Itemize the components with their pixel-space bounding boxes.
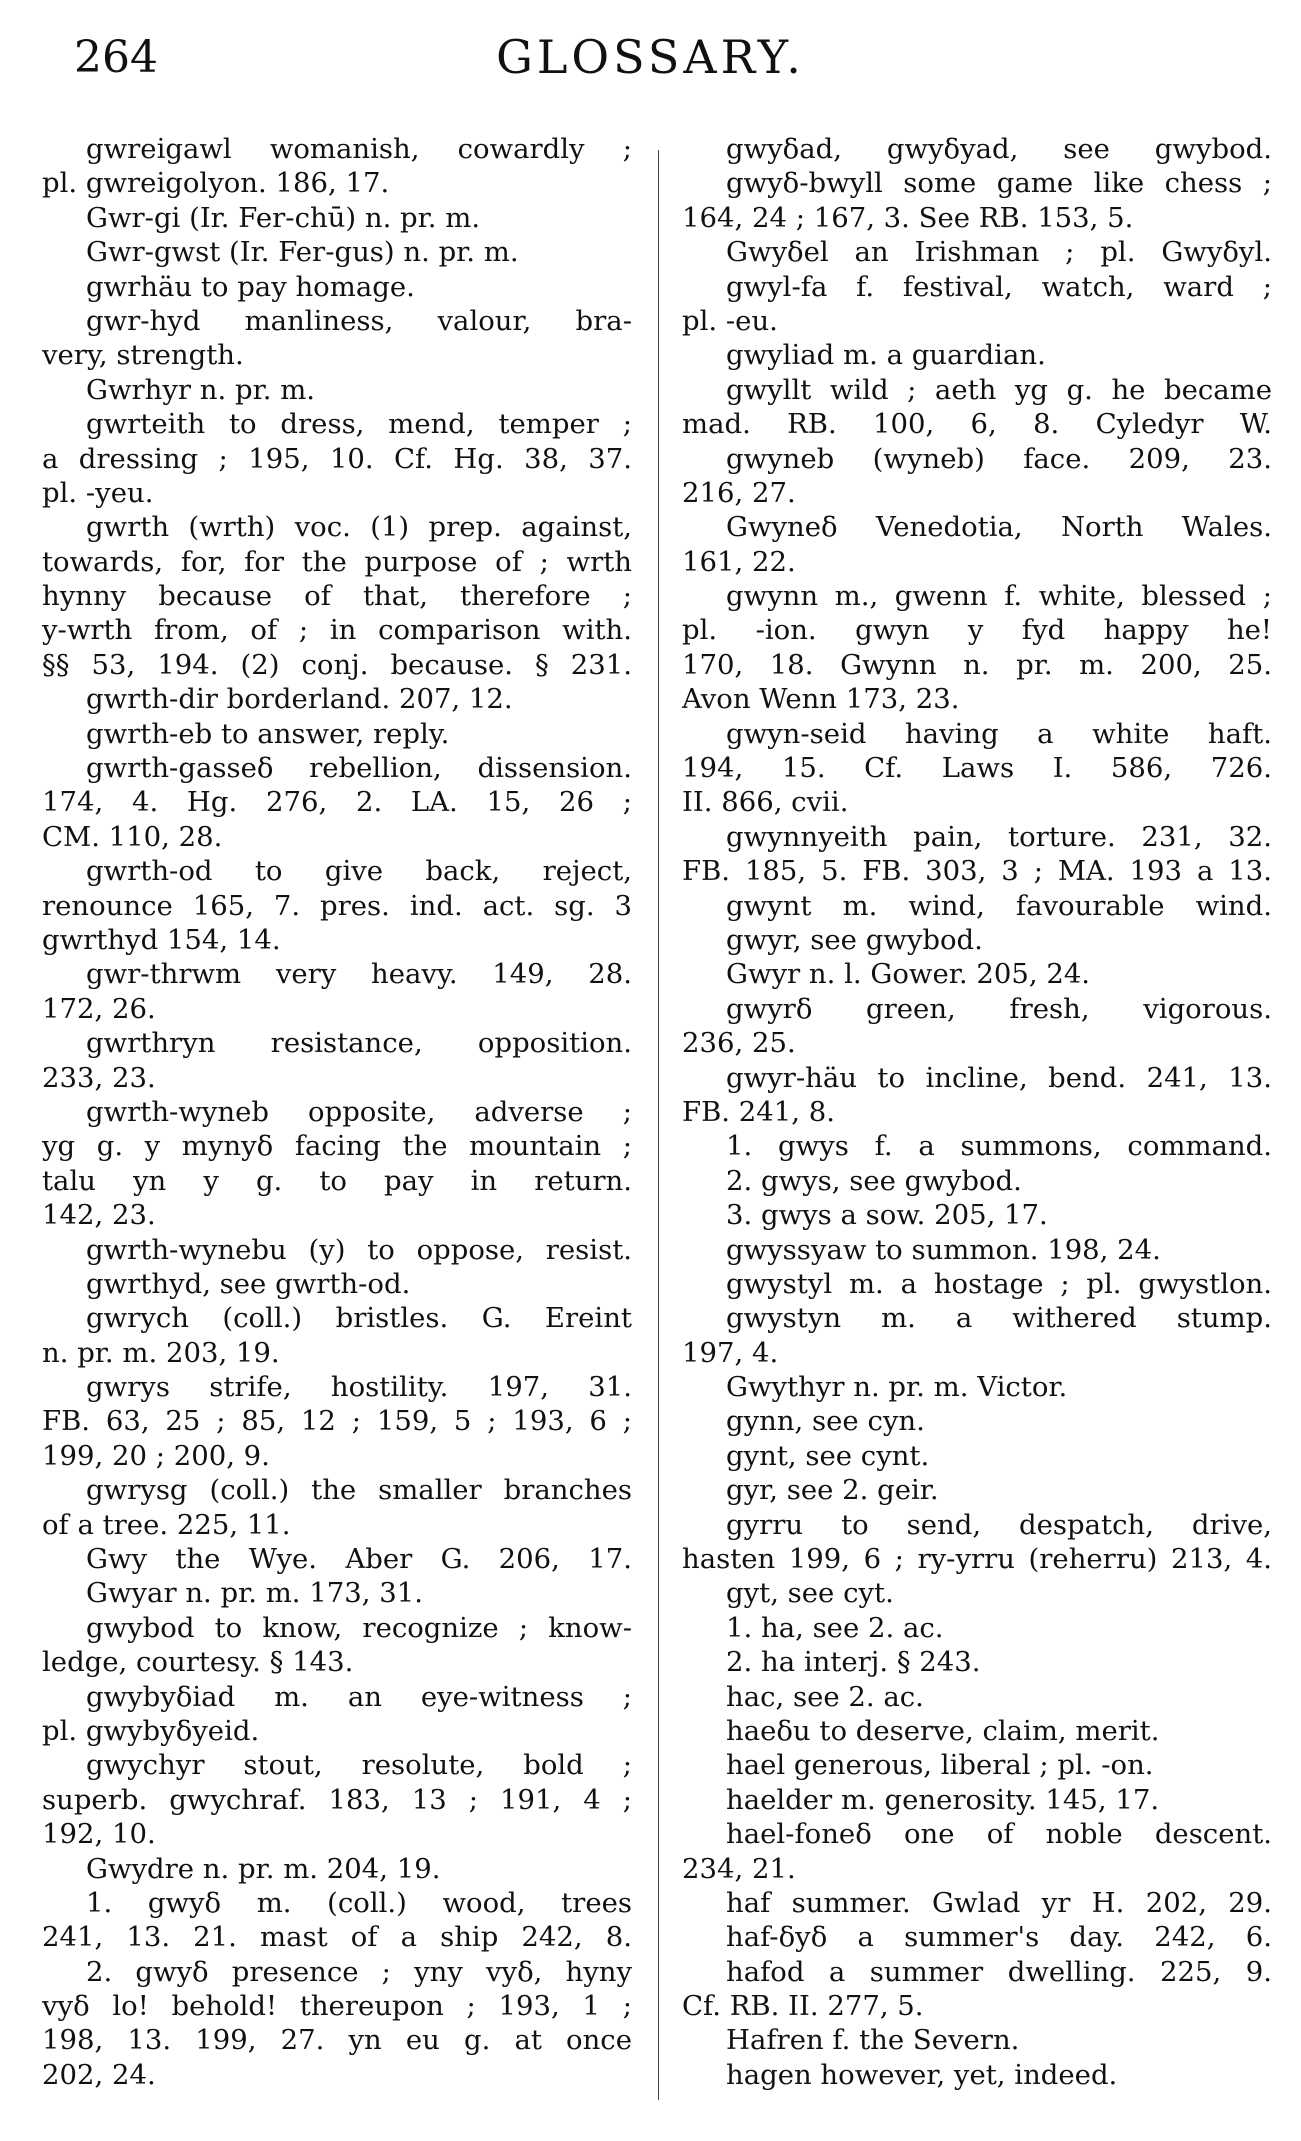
glossary-line: Gwrhyr n. pr. m. [86,373,316,406]
right-column [682,132,1272,2092]
glossary-line: gwynnyeith pain, torture. 231, 32. [726,820,1272,853]
glossary-line: Gwydre n. pr. m. 204, 19. [86,1852,441,1885]
glossary-line: Gwyar n. pr. m. 173, 31. [86,1577,423,1610]
glossary-line: gwrych (coll.) bristles. G. Ereint [86,1302,632,1335]
glossary-line: hael-foneδ one of noble descent. [726,1818,1272,1851]
glossary-line: yg g. y mynyδ facing the mountain ; [42,1130,632,1163]
glossary-line: gwystyl m. a hostage ; pl. gwystlon. [726,1267,1272,1300]
glossary-line: 142, 23. [42,1199,156,1232]
glossary-line: 174, 4. Hg. 276, 2. LA. 15, 26 ; [42,786,632,819]
glossary-line: gwreigawl womanish, cowardly ; [86,133,632,165]
glossary-line: talu yn y g. to pay in return. [42,1164,632,1197]
glossary-line: pl. -yeu. [42,476,154,509]
glossary-line: n. pr. m. 203, 19. [42,1336,280,1369]
glossary-line: Hafren f. the Severn. [726,2024,1020,2057]
glossary-line: gynt, see cynt. [726,1439,930,1472]
glossary-line: gwrth-wyneb opposite, adverse ; [86,1095,632,1128]
glossary-line: II. 866, cvii. [682,786,849,819]
glossary-line: 1. ha, see 2. ac. [726,1611,944,1644]
glossary-line: hac, see 2. ac. [726,1680,924,1713]
glossary-line: 197, 4. [682,1336,779,1369]
glossary-line: gwrth-od to give back, reject, [86,855,632,888]
glossary-line: 198, 13. 199, 27. yn eu g. at once [42,2024,632,2057]
glossary-line: gwrteith to dress, mend, temper ; [86,408,632,441]
glossary-line: gwrysg (coll.) the smaller branches [86,1474,632,1507]
glossary-line: gwrth-wynebu (y) to oppose, resist. [86,1233,632,1266]
glossary-line: hael generous, liberal ; pl. -on. [726,1749,1154,1782]
glossary-line: gwystyn m. a withered stump. [726,1302,1272,1335]
glossary-line: hynny because of that, therefore ; [42,580,632,613]
glossary-line: 2. ha interj. § 243. [726,1646,981,1679]
glossary-line: gwyδ-bwyll some game like chess ; [726,167,1272,200]
glossary-line: 3. gwys a sow. 205, 17. [726,1199,1048,1232]
glossary-line: 233, 23. [42,1061,156,1094]
glossary-line: pl. -eu. [682,304,778,337]
page-number: 264 [74,32,158,83]
glossary-line: superb. gwychraf. 183, 13 ; 191, 4 ; [42,1783,632,1816]
glossary-line: gwr-hyd manliness, valour, bra- [86,304,632,337]
glossary-line: gwrth-dir borderland. 207, 12. [86,683,513,716]
glossary-line: gwrthyd, see gwrth-od. [86,1267,411,1300]
glossary-line: haelder m. generosity. 145, 17. [726,1783,1160,1816]
glossary-line: Gwyδel an Irishman ; pl. Gwyδyl. [726,236,1272,269]
glossary-line: ledge, courtesy. § 143. [42,1646,354,1679]
glossary-line: 161, 22. [682,545,796,578]
glossary-line: mad. RB. 100, 6, 8. Cyledyr W. [682,408,1272,441]
glossary-line: gwrthyd 154, 14. [42,923,281,956]
glossary-line: 202, 24. [42,2058,156,2091]
glossary-line: gwrys strife, hostility. 197, 31. [86,1371,632,1404]
glossary-line: gwrth (wrth) voc. (1) prep. against, [86,511,632,544]
glossary-line: pl. gwreigolyon. 186, 17. [42,167,390,200]
glossary-line: 2. gwys, see gwybod. [726,1164,1022,1197]
glossary-line: gwrth-eb to answer, reply. [86,717,450,750]
column-divider [658,150,659,2100]
glossary-line: Gwyr n. l. Gower. 205, 24. [726,958,1091,991]
glossary-line: gwynt m. wind, favourable wind. [726,889,1272,922]
glossary-line: 1. gwys f. a summons, command. [726,1130,1272,1163]
left-column [42,132,632,2092]
glossary-line: gwyl-fa f. festival, watch, ward ; [726,270,1272,303]
glossary-line: gyt, see cyt. [726,1577,894,1610]
glossary-line: a dressing ; 195, 10. Cf. Hg. 38, 37. [42,442,632,475]
glossary-line: Gwythyr n. pr. m. Victor. [726,1371,1068,1404]
glossary-line: 170, 18. Gwynn n. pr. m. 200, 25. [682,648,1272,681]
glossary-line: haf-δyδ a summer's day. 242, 6. [726,1921,1272,1954]
glossary-line: Gwyneδ Venedotia, North Wales. [726,511,1272,544]
glossary-line: gynn, see cyn. [726,1405,925,1438]
glossary-line: haf summer. Gwlad yr H. 202, 29. [726,1886,1272,1919]
glossary-line: Cf. RB. II. 277, 5. [682,1990,924,2023]
glossary-line: CM. 110, 28. [42,820,223,853]
glossary-line: y-wrth from, of ; in comparison with. [42,614,632,647]
glossary-line: hafod a summer dwelling. 225, 9. [726,1955,1272,1988]
glossary-line: haeδu to deserve, claim, merit. [726,1714,1160,1747]
glossary-line: 172, 26. [42,992,156,1025]
glossary-line: pl. -ion. gwyn y fyd happy he! [682,614,1272,647]
glossary-line: 199, 20 ; 200, 9. [42,1439,270,1472]
glossary-line: pl. gwybyδyeid. [42,1714,260,1747]
glossary-line: 2. gwyδ presence ; yny vyδ, hyny [86,1955,632,1988]
glossary-line: 164, 24 ; 167, 3. See RB. 153, 5. [682,201,1134,234]
glossary-line: gwybod to know, recognize ; know- [86,1611,632,1644]
glossary-line: §§ 53, 194. (2) conj. because. § 231. [42,648,632,681]
glossary-line: gyrru to send, despatch, drive, [726,1508,1272,1541]
glossary-line: vyδ lo! behold! thereupon ; 193, 1 ; [42,1990,632,2023]
glossary-line: hasten 199, 6 ; ry-yrru (reherru) 213, 4. [682,1543,1272,1576]
glossary-line: gwyrδ green, fresh, vigorous. [726,992,1272,1025]
glossary-line: gwyneb (wyneb) face. 209, 23. [726,442,1272,475]
glossary-line: renounce 165, 7. pres. ind. act. sg. 3 [42,889,632,922]
glossary-line: hagen however, yet, indeed. [726,2058,1118,2091]
glossary-line: gwybyδiad m. an eye-witness ; [86,1680,632,1713]
glossary-line: 236, 25. [682,1027,796,1060]
glossary-line: gwychyr stout, resolute, bold ; [86,1749,632,1782]
glossary-line: Avon Wenn 173, 23. [682,683,960,716]
glossary-line: Gwr-gwst (Ir. Fer-gus) n. pr. m. [86,236,519,269]
glossary-line: gwyr-häu to incline, bend. 241, 13. [726,1061,1272,1094]
glossary-line: very, strength. [42,339,244,372]
glossary-line: Gwy the Wye. Aber G. 206, 17. [86,1543,632,1576]
glossary-line: gwyllt wild ; aeth yg g. he became [726,373,1272,406]
glossary-line: gyr, see 2. geir. [726,1474,939,1507]
glossary-line: gwrhäu to pay homage. [86,270,415,303]
glossary-line: gwyr, see gwybod. [726,923,983,956]
glossary-line: gwr-thrwm very heavy. 149, 28. [86,958,632,991]
glossary-line: 1. gwyδ m. (coll.) wood, trees [86,1886,632,1919]
glossary-line: gwyliad m. a guardian. [726,339,1046,372]
glossary-line: 192, 10. [42,1818,156,1851]
glossary-line: of a tree. 225, 11. [42,1508,291,1541]
glossary-line: gwynn m., gwenn f. white, blessed ; [726,580,1272,613]
glossary-line: 234, 21. [682,1852,796,1885]
glossary-line: 241, 13. 21. mast of a ship 242, 8. [42,1921,632,1954]
glossary-line: gwyssyaw to summon. 198, 24. [726,1233,1161,1266]
glossary-line: FB. 63, 25 ; 85, 12 ; 159, 5 ; 193, 6 ; [42,1405,632,1438]
glossary-line: 194, 15. Cf. Laws I. 586, 726. [682,752,1272,785]
glossary-line: FB. 185, 5. FB. 303, 3 ; MA. 193 a 13. [682,855,1272,888]
glossary-line: gwrth-gasseδ rebellion, dissension. [86,752,632,785]
glossary-line: Gwr-gi (Ir. Fer-chū) n. pr. m. [86,201,481,234]
glossary-line: towards, for, for the purpose of ; wrth [42,545,632,578]
glossary-line: FB. 241, 8. [682,1095,835,1128]
page-title: GLOSSARY. [496,30,805,84]
glossary-line: gwyn-seid having a white haft. [726,717,1272,750]
glossary-line: 216, 27. [682,476,796,509]
glossary-line: gwyδad, gwyδyad, see gwybod. [726,133,1272,165]
glossary-line: gwrthryn resistance, opposition. [86,1027,632,1060]
